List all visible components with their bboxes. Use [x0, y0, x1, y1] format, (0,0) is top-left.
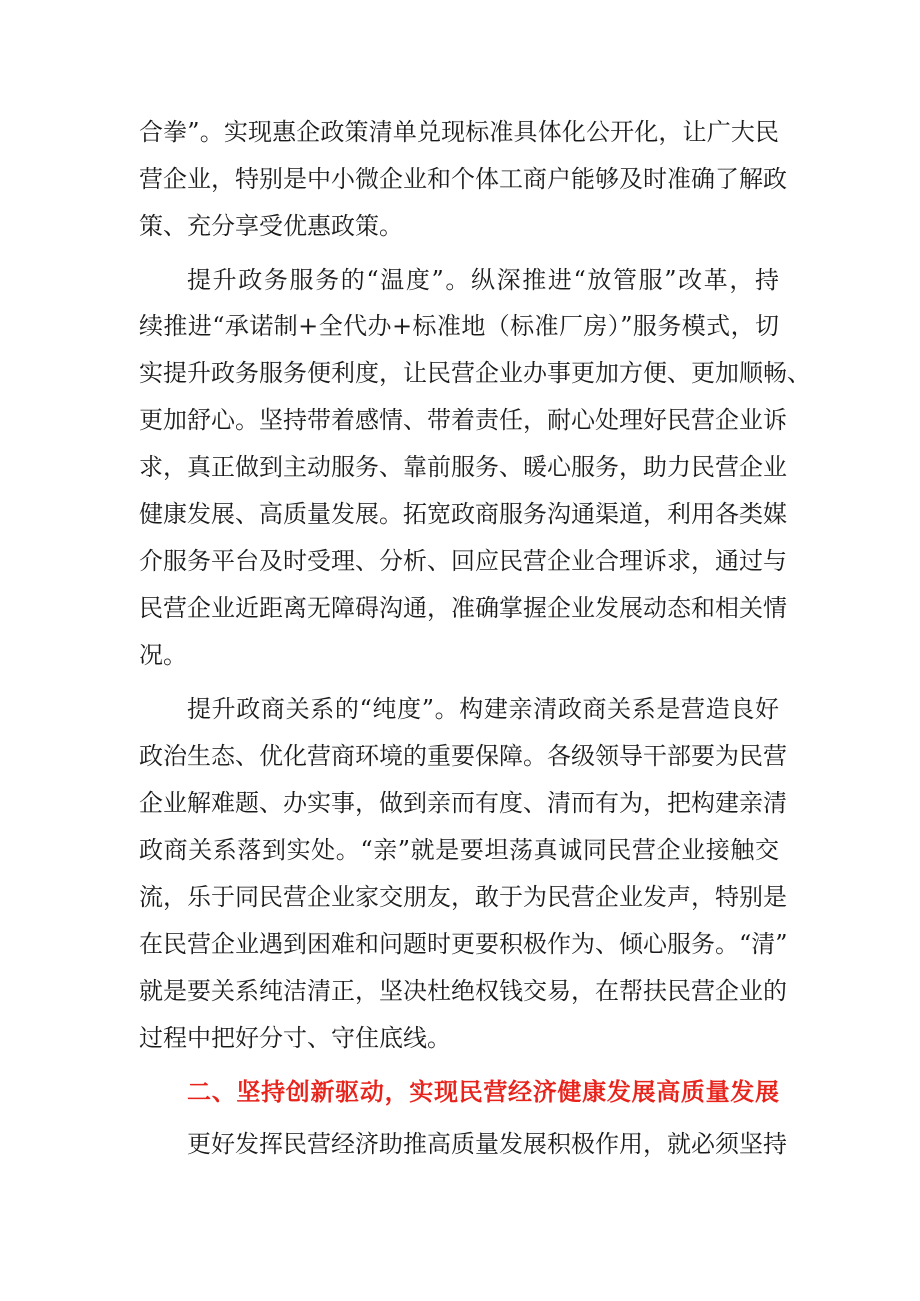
paragraph-3-line-2: 政治生态、优化营商环境的重要保障。各级领导干部要为民营 [139, 742, 787, 770]
paragraph-2-line-5: 求，真正做到主动服务、靠前服务、暖心服务，助力民营企业 [139, 453, 787, 481]
paragraph-3-line-4: 政商关系落到实处。“亲”就是要坦荡真诚同民营企业接触交 [139, 836, 779, 864]
paragraph-3-line-8: 过程中把好分寸、守住底线。 [139, 1024, 451, 1052]
paragraph-1-line-3: 策、充分享受优惠政策。 [139, 212, 403, 240]
paragraph-1-line-1: 合拳”。实现惠企政策清单兑现标准具体化公开化，让广大民 [139, 118, 779, 146]
paragraph-2-line-8: 民营企业近距离无障碍沟通，准确掌握企业发展动态和相关情 [139, 594, 787, 622]
paragraph-3-line-5: 流，乐于同民营企业家交朋友，敢于为民营企业发声，特别是 [139, 883, 787, 911]
paragraph-3-line-3: 企业解难题、办实事，做到亲而有度、清而有为，把构建亲清 [139, 789, 787, 817]
paragraph-3-line-1: 提升政商关系的“纯度”。构建亲清政商关系是营造良好 [187, 695, 779, 723]
paragraph-4-line-1: 更好发挥民营经济助推高质量发展积极作用，就必须坚持 [187, 1130, 787, 1158]
paragraph-2-line-6: 健康发展、高质量发展。拓宽政商服务沟通渠道，利用各类媒 [139, 500, 787, 528]
paragraph-3-line-7: 就是要关系纯洁清正，坚决杜绝权钱交易，在帮扶民营企业的 [139, 977, 787, 1005]
paragraph-2-line-4: 更加舒心。坚持带着感情、带着责任，耐心处理好民营企业诉 [139, 406, 787, 434]
paragraph-3-line-6: 在民营企业遇到困难和问题时更要积极作为、倾心服务。“清” [139, 930, 788, 958]
paragraph-2-line-3: 实提升政务服务便利度，让民营企业办事更加方便、更加顺畅、 [139, 359, 811, 387]
paragraph-2-line-1: 提升政务服务的“温度”。纵深推进“放管服”改革，持 [187, 266, 779, 294]
paragraph-2-line-7: 介服务平台及时受理、分析、回应民营企业合理诉求，通过与 [139, 547, 787, 575]
paragraph-2-line-9: 况。 [139, 641, 187, 669]
paragraph-2-line-2: 续推进“承诺制+全代办+标准地（标准厂房）”服务模式，切 [139, 312, 779, 340]
section-heading: 二、坚持创新驱动，实现民营经济健康发展高质量发展 [187, 1078, 779, 1106]
paragraph-1-line-2: 营企业，特别是中小微企业和个体工商户能够及时准确了解政 [139, 165, 787, 193]
